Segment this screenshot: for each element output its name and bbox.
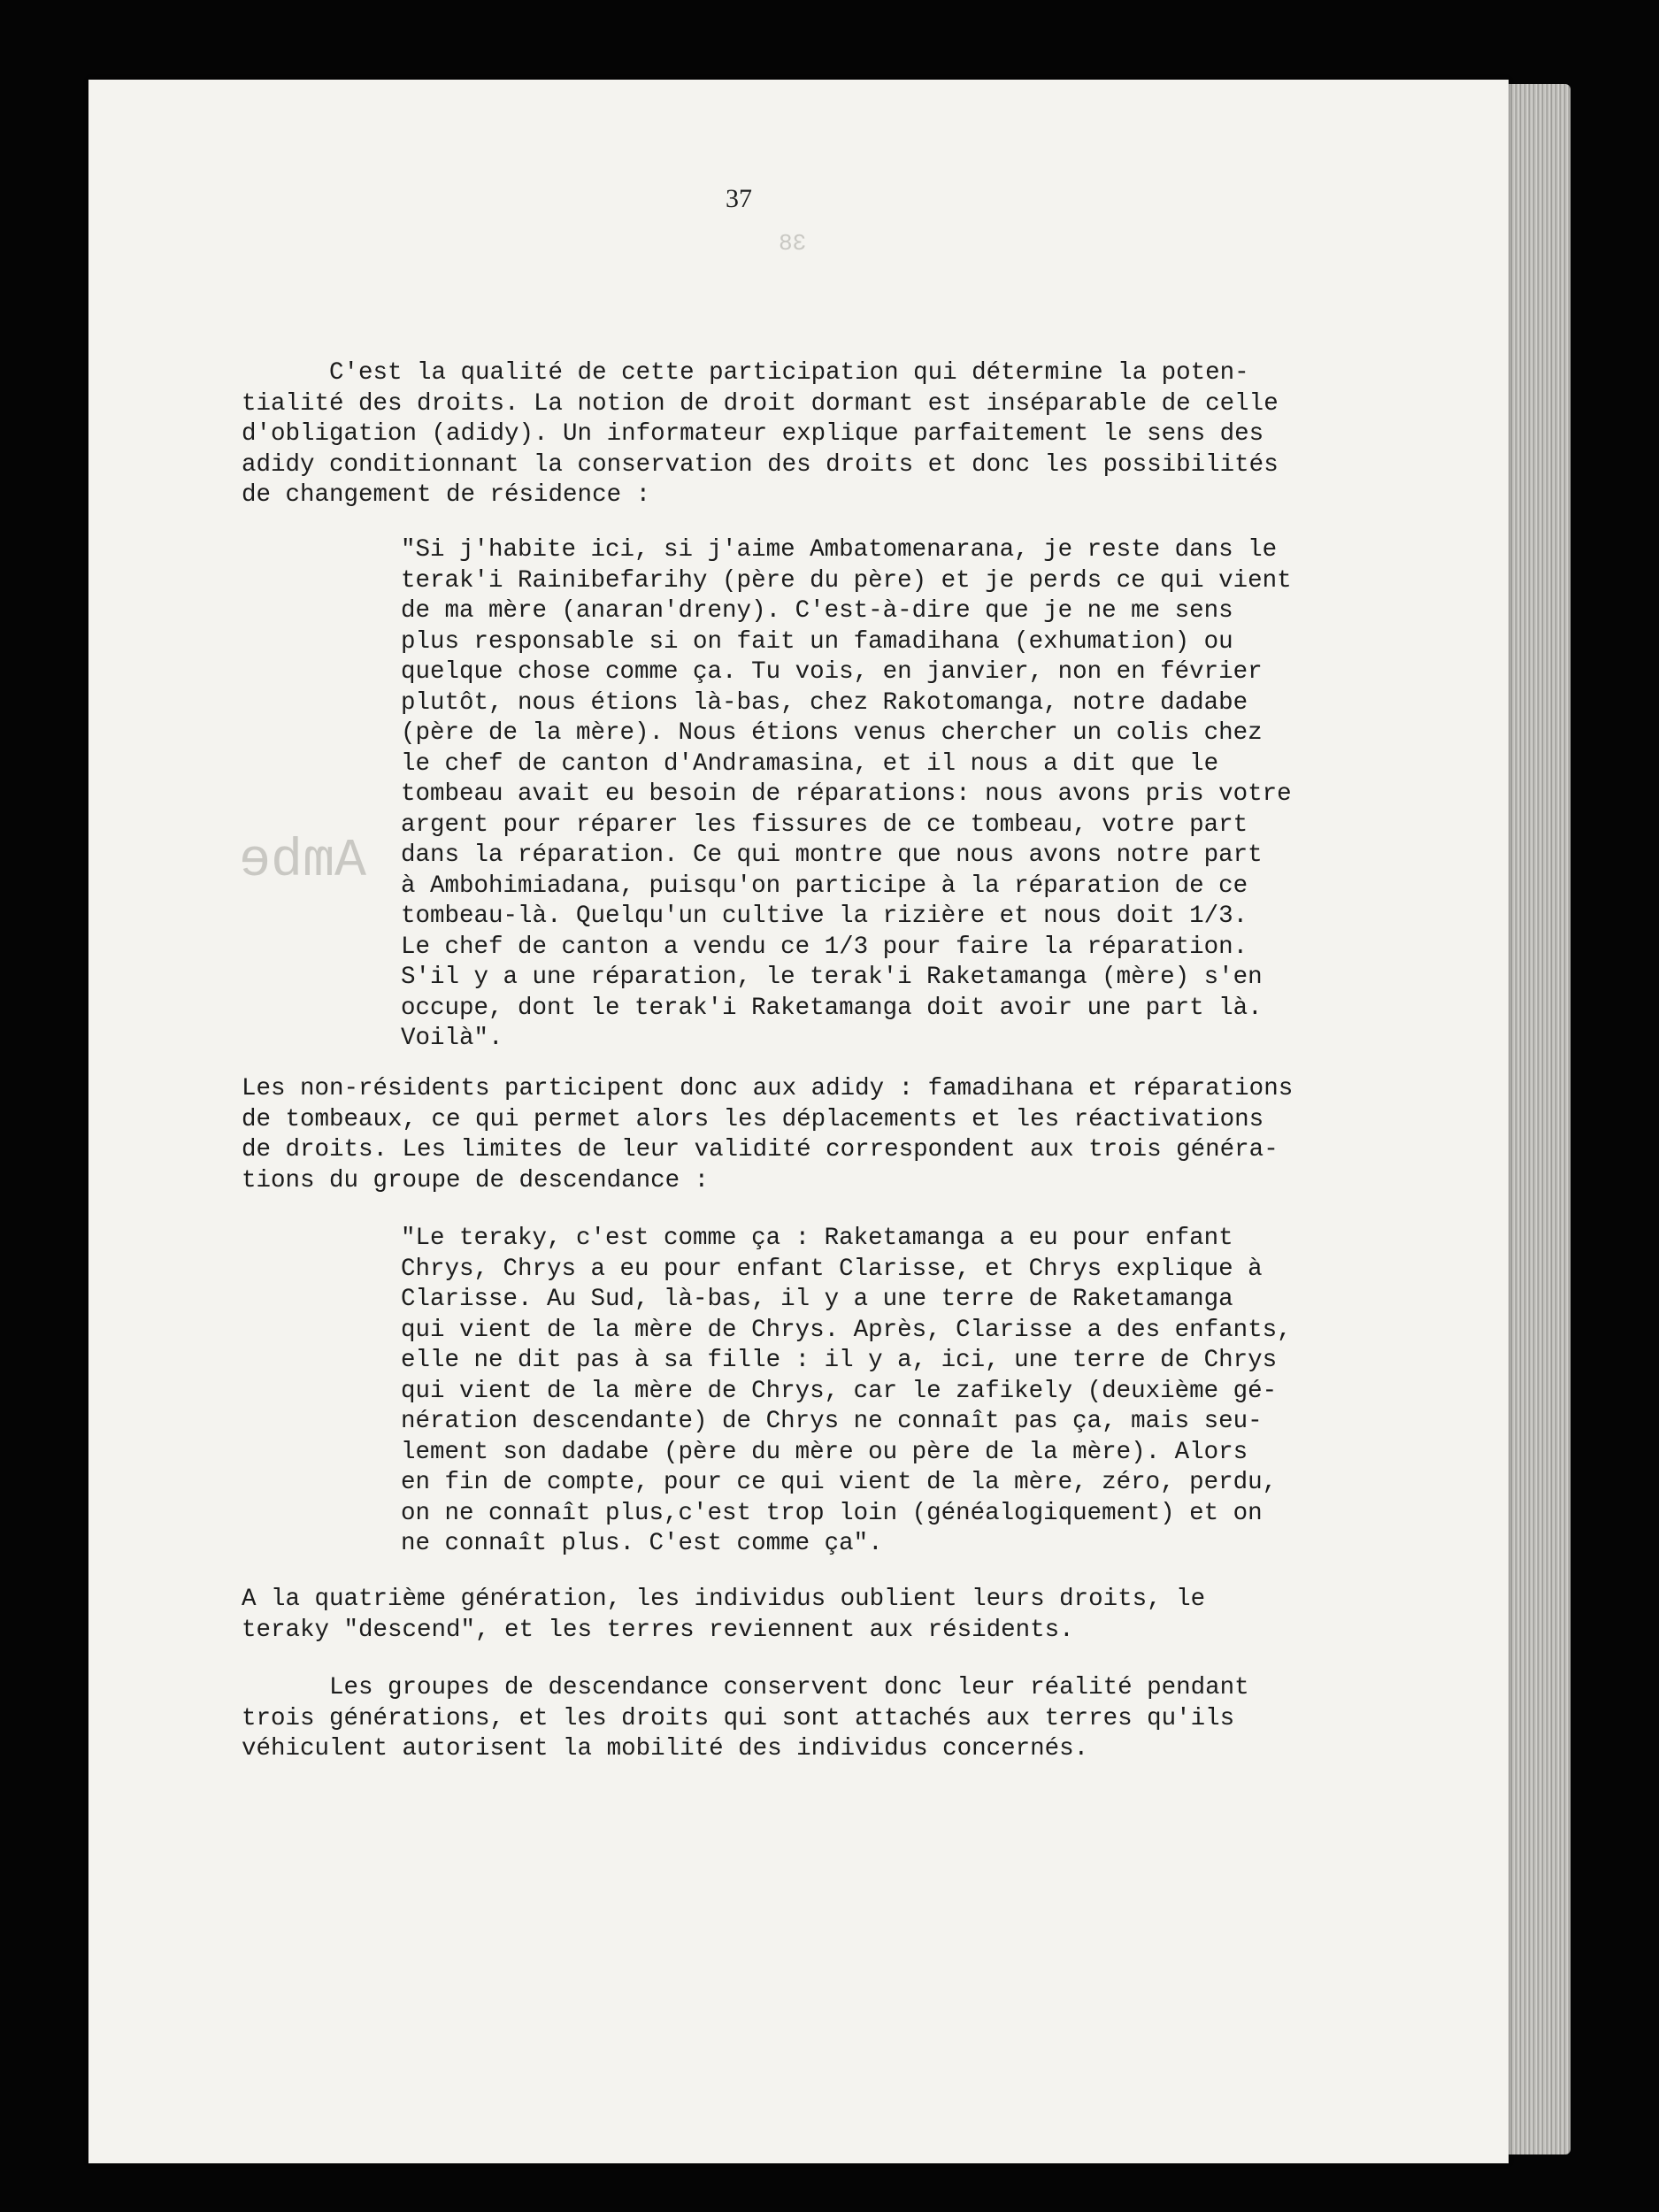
quote-informant-2: "Le teraky, c'est comme ça : Raketamanga a eu pour enfant Chrys, Chrys a eu pour enfant Clarisse, et Chrys explique à Clarisse. Au Sud, là-bas, il y a une terre de Raketamanga qui vient de la mère de Chrys. Après, Clarisse a des enfants, elle ne dit pas à sa fille : il y a, ici, une terre de Chrys qui vient de la mère de Chrys, car le zafikely (deuxième gé- nération descendante) de Chrys ne connaît pas ça, mais seu- lement son dadabe (père du mère ou père de la mère). Alors en fin de compte, pour ce qui vient de la mère, zéro, perdu, on ne connaît plus,c'est trop loin (généalogiquement) et on ne connaît plus. C'est comme ça".	[401, 1225, 1292, 1557]
paragraph-conclusion: Les groupes de descendance conservent donc leur réalité pendant trois générations, et les droits qui sont attachés aux terres qu'ils véhiculent autorisent la mobilité des individus concernés.	[242, 1674, 1249, 1763]
page-number: 37	[726, 184, 752, 213]
paragraph-non-residents: Les non-résidents participent donc aux adidy : famadihana et réparations de tombeaux, ce qui permet alors les déplacements et les réactivations de droits. Les limites de leur validité correspondent aux trois généra- tions du groupe de descendance :	[242, 1075, 1294, 1194]
paragraph-participation: C'est la qualité de cette participation qui détermine la poten- tialité des droits. La notion de droit dormant est inséparable de celle d'obligation (adidy). Un informateur explique parfaitement le sens des adidy conditionnant la conservation des droits et donc les possibilités de changement de résidence :	[242, 359, 1279, 509]
paragraph-fourth-generation: A la quatrième génération, les individus oublient leurs droits, le teraky "descend", et les terres reviennent aux résidents.	[242, 1586, 1206, 1644]
show-through-artifact: Ambe	[239, 832, 367, 892]
show-through-artifact: 38	[779, 230, 807, 257]
quote-informant-1: "Si j'habite ici, si j'aime Ambatomenarana, je reste dans le terak'i Rainibefarihy (père du père) et je perds ce qui vient de ma mère (anaran'dreny). C'est-à-dire que je ne me sens plus responsable si on fait un famadihana (exhumation) ou quelque chose comme ça. Tu vois, en janvier, non en février plutôt, nous étions là-bas, chez Rakotomanga, notre dadabe (père de la mère). Nous étions venus chercher un colis chez le chef de canton d'Andramasina, et il nous a dit que le tombeau avait eu besoin de réparations: nous avons pris votre argent pour réparer les fissures de ce tombeau, votre part dans la réparation. Ce qui montre que nous avons notre part à Ambohimiadana, puisqu'on participe à la réparation de ce tombeau-là. Quelqu'un cultive la rizière et nous doit 1/3. Le chef de canton a vendu ce 1/3 pour faire la réparation. S'il y a une réparation, le terak'i Raketamanga (mère) s'en occupe, dont le terak'i Raketamanga doit avoir une part là. Voilà".	[401, 536, 1292, 1052]
page-stack-edges	[1504, 84, 1571, 2154]
